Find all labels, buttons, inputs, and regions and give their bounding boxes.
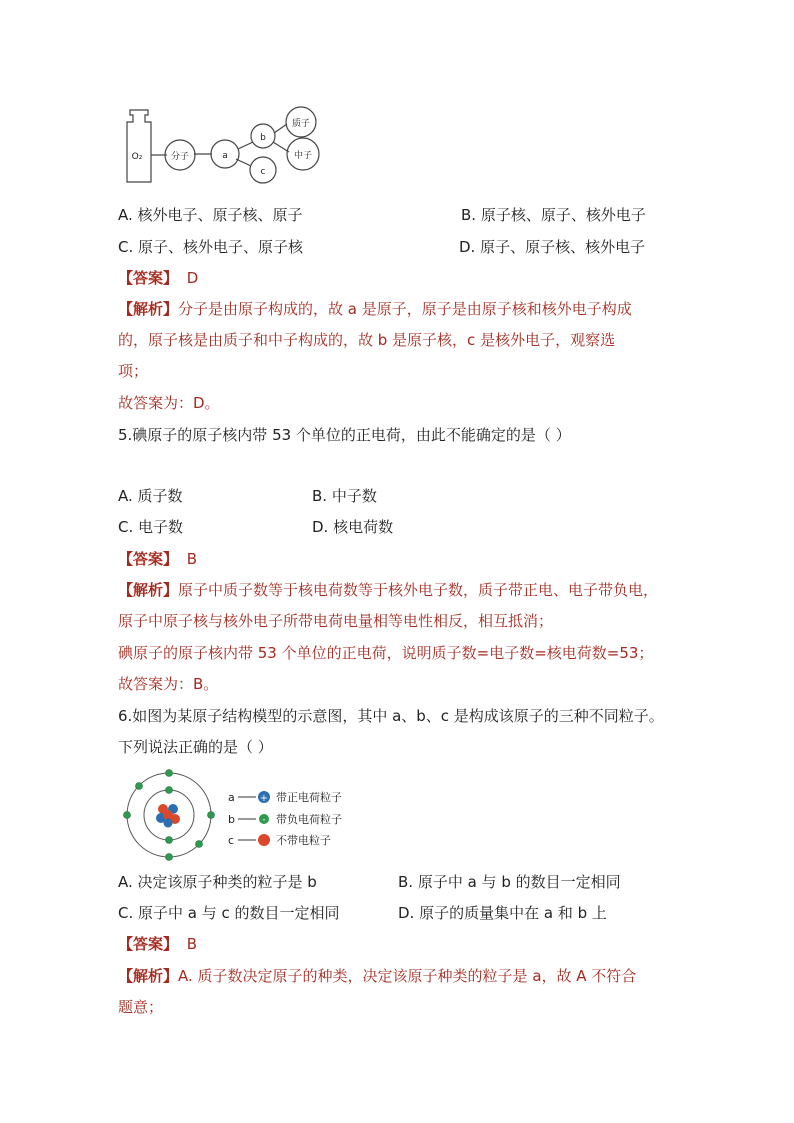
q5-answer-row <box>118 549 197 569</box>
q6-option-b[interactable]: B. 原子中 a 与 b 的数目一定相同 <box>398 873 621 891</box>
legend-c-key: c <box>228 834 235 847</box>
legend-b-key: b <box>228 813 235 826</box>
q6-analysis-line-2: 题意； <box>118 998 164 1016</box>
q4-analysis-line-2: 的，原子核是由质子和中子构成的，故 b 是原子核，c 是核外电子，观察选 <box>118 331 616 349</box>
q4-answer-row <box>118 268 198 288</box>
q6-option-c[interactable]: C. 原子中 a 与 c 的数目一定相同 <box>118 904 340 922</box>
electron-dot <box>166 837 173 844</box>
answer-value: B <box>186 935 198 953</box>
node-c-label: c <box>260 167 266 177</box>
q5-question: 5.碘原子的原子核内带 53 个单位的正电荷，由此不能确定的是（ ） <box>118 426 571 444</box>
neutron-label: 中子 <box>293 151 313 161</box>
q6-question-line-2: 下列说法正确的是（ ） <box>118 738 273 756</box>
answer-tag: 【答案】 <box>118 269 179 287</box>
q4-option-b[interactable]: B. 原子核、原子、核外电子 <box>461 206 646 224</box>
q5-analysis-line-3: 碘原子的原子核内带 53 个单位的正电荷，说明质子数=电子数=核电荷数=53； <box>118 644 654 662</box>
q6-option-a[interactable]: A. 决定该原子种类的粒子是 b <box>118 873 317 891</box>
q4-analysis-line-3: 项； <box>118 362 149 380</box>
bottle-label: O₂ <box>131 152 143 162</box>
electron-dot <box>166 787 173 794</box>
analysis-text: 原子中质子数等于核电荷数等于核外电子数，质子带正电、电子带负电， <box>178 581 659 599</box>
legend-c-label: 不带电粒子 <box>276 834 331 847</box>
q4-analysis-line-1 <box>118 299 632 319</box>
q4-conclusion: 故答案为：D。 <box>118 394 220 412</box>
answer-value: D <box>186 269 199 287</box>
legend-a-key: a <box>228 791 235 804</box>
electron-dot <box>124 812 131 819</box>
analysis-tag: 【解析】 <box>118 300 179 318</box>
atom-model-figure <box>118 766 368 866</box>
legend-a-label: 带正电荷粒子 <box>276 791 342 804</box>
answer-value: B <box>186 550 198 568</box>
legend-b-label: 带负电荷粒子 <box>276 813 342 826</box>
answer-tag: 【答案】 <box>118 550 179 568</box>
q4-option-a[interactable]: A. 核外电子、原子核、原子 <box>118 206 303 224</box>
q5-analysis-line-2: 原子中原子核与核外电子所带电荷电量相等电性相反，相互抵消； <box>118 612 554 630</box>
concept-map-figure <box>115 100 325 190</box>
electron-dot <box>208 812 215 819</box>
q4-option-c[interactable]: C. 原子、核外电子、原子核 <box>118 238 304 256</box>
q5-option-c[interactable]: C. 电子数 <box>118 518 184 536</box>
node-a-label: a <box>222 151 228 161</box>
q6-option-d[interactable]: D. 原子的质量集中在 a 和 b 上 <box>398 904 607 922</box>
q6-answer-row <box>118 934 197 954</box>
q5-option-a[interactable]: A. 质子数 <box>118 487 183 505</box>
analysis-tag: 【解析】 <box>118 581 179 599</box>
electron-dot <box>166 770 173 777</box>
analysis-text: A. 质子数决定原子的种类，决定该原子种类的粒子是 a，故 A 不符合 <box>178 967 637 985</box>
q6-question-line-1: 6.如图为某原子结构模型的示意图，其中 a、b、c 是构成该原子的三种不同粒子。 <box>118 707 664 725</box>
gas-bottle <box>127 110 151 182</box>
svg-text:+: + <box>259 793 269 804</box>
analysis-tag: 【解析】 <box>118 967 179 985</box>
proton-label: 质子 <box>291 119 311 129</box>
q5-option-b[interactable]: B. 中子数 <box>312 487 377 505</box>
q5-analysis-line-1 <box>118 580 658 600</box>
nucleus <box>156 804 180 828</box>
q5-conclusion: 故答案为：B。 <box>118 675 219 693</box>
q5-option-d[interactable]: D. 核电荷数 <box>312 518 394 536</box>
electron-dot <box>136 783 143 790</box>
q6-analysis-line-1 <box>118 966 636 986</box>
neutral-particle-icon <box>258 834 270 846</box>
analysis-text: 分子是由原子构成的，故 a 是原子，原子是由原子核和核外电子构成 <box>178 300 632 318</box>
electron-dot <box>196 841 203 848</box>
answer-tag: 【答案】 <box>118 935 179 953</box>
molecule-label: 分子 <box>170 152 190 162</box>
electron-dot <box>166 854 173 861</box>
node-b-label: b <box>260 133 266 143</box>
q4-option-d[interactable]: D. 原子、原子核、核外电子 <box>459 238 646 256</box>
svg-text:-: - <box>262 815 266 825</box>
